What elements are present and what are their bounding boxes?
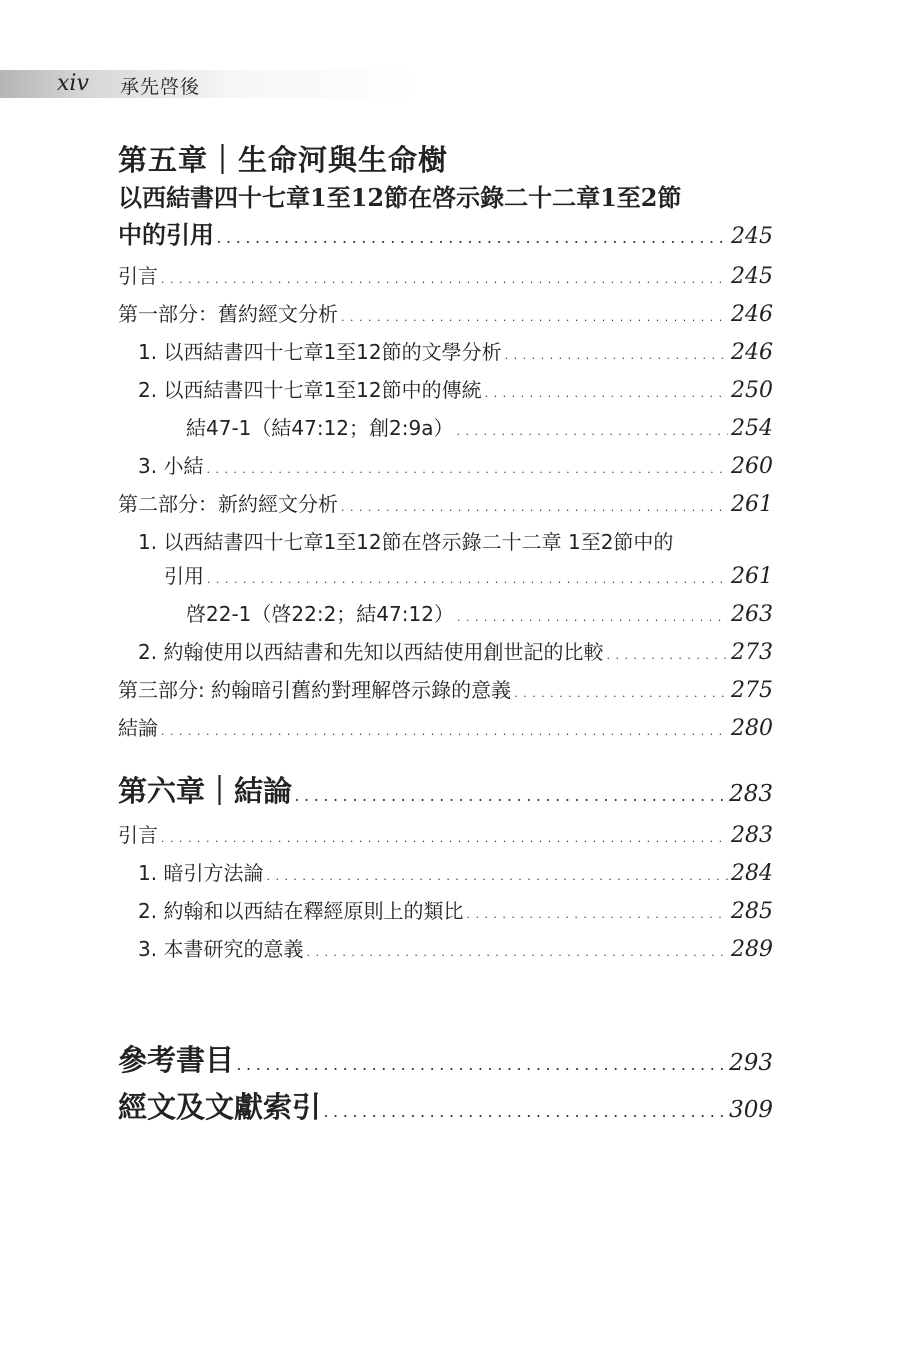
toc-entry[interactable]: [118, 411, 773, 449]
toc-entry[interactable]: [118, 373, 773, 411]
leader-dots: [466, 894, 728, 932]
toc-entry-page: 245: [731, 264, 773, 289]
leader-dots: [237, 1040, 726, 1087]
leader-dots: [514, 673, 728, 711]
toc-entry[interactable]: [118, 259, 773, 297]
toc-backmatter-bibliography[interactable]: [118, 1040, 773, 1087]
toc-entry-label: 結論: [118, 716, 158, 740]
leader-dots: [306, 932, 728, 970]
toc-chapter-6[interactable]: [118, 771, 773, 818]
page-number: xiv: [57, 71, 89, 96]
toc-entry-page: 261: [731, 564, 773, 589]
toc-entry-page: 263: [731, 602, 773, 627]
toc-entry-label: 2. 約翰使用以西結書和先知以西結使用創世記的比較: [138, 640, 604, 664]
toc-entry-label: 引用: [164, 564, 204, 588]
toc-entry[interactable]: [118, 559, 773, 597]
leader-dots: [207, 559, 728, 597]
leader-dots: [341, 487, 728, 525]
toc-entry-page: 280: [731, 716, 773, 741]
toc-entry-label: 引言: [118, 823, 158, 847]
toc-entry-page: 245: [731, 224, 773, 249]
toc-entry[interactable]: [118, 297, 773, 335]
leader-dots: [456, 411, 728, 449]
toc-entry-page: 246: [731, 340, 773, 365]
toc-entry-page: 293: [729, 1050, 773, 1076]
toc-entry[interactable]: [118, 449, 773, 487]
leader-dots: [161, 711, 728, 749]
toc-entry-label: 引言: [118, 264, 158, 288]
toc-entry-page: 250: [731, 378, 773, 403]
toc-entry[interactable]: [118, 818, 773, 856]
chapter-5-subtitle: 以西結書四十七章1至12節在啓示錄二十二章1至2節: [118, 183, 682, 212]
toc-entry[interactable]: [118, 894, 773, 932]
toc-entry-page: 283: [731, 823, 773, 848]
toc-entry-label: 2. 約翰和以西結在釋經原則上的類比: [138, 899, 464, 923]
toc-entry-page: 309: [729, 1097, 773, 1123]
toc-entry-label: 參考書目: [118, 1043, 235, 1077]
toc-entry-label: 2. 以西結書四十七章1至12節中的傳統: [138, 378, 482, 402]
chapter-6-title: 第六章｜結論: [118, 774, 293, 808]
toc-entry-page: 289: [731, 937, 773, 962]
leader-dots: [457, 597, 728, 635]
toc-entry-page: 283: [729, 781, 773, 807]
toc-entry-label: 1. 以西結書四十七章1至12節的文學分析: [138, 340, 502, 364]
leader-dots: [485, 373, 728, 411]
toc-entry-label: 第二部分：新約經文分析: [118, 492, 338, 516]
running-title: 承先啓後: [120, 76, 201, 98]
toc-entry-page: 254: [731, 416, 773, 441]
toc-entry-page: 285: [731, 899, 773, 924]
toc-entry[interactable]: [118, 597, 773, 635]
leader-dots: [324, 1087, 726, 1134]
toc-entry-page: 261: [731, 492, 773, 517]
chapter-5-title: 第五章｜生命河與生命樹: [118, 143, 449, 177]
toc-entry-wrapped-label[interactable]: 1. 以西結書四十七章1至12節在啓示錄二十二章 1至2節中的: [138, 530, 674, 554]
toc-entry[interactable]: [118, 932, 773, 970]
toc-entry-page: 260: [731, 454, 773, 479]
toc-entry-label: 結47-1（結47:12；創2:9a）: [186, 416, 454, 440]
toc-entry[interactable]: [118, 335, 773, 373]
leader-dots: [505, 335, 728, 373]
leader-dots: [217, 216, 728, 259]
toc-entry-label: 第一部分：舊約經文分析: [118, 302, 338, 326]
toc-entry[interactable]: [118, 635, 773, 673]
toc-entry[interactable]: [118, 711, 773, 749]
toc-entry-label: 第三部分: 約翰暗引舊約對理解啓示錄的意義: [118, 678, 512, 702]
toc-backmatter-index[interactable]: [118, 1087, 773, 1134]
toc-entry-label: 經文及文獻索引: [118, 1090, 322, 1124]
toc-entry-label: 3. 小結: [138, 454, 204, 478]
leader-dots: [295, 771, 726, 818]
leader-dots: [341, 297, 728, 335]
toc-entry[interactable]: [118, 673, 773, 711]
leader-dots: [161, 818, 728, 856]
toc-entry-label: 中的引用: [118, 220, 214, 249]
toc-entry-label: 3. 本書研究的意義: [138, 937, 304, 961]
leader-dots: [266, 856, 728, 894]
leader-dots: [206, 449, 728, 487]
toc-entry[interactable]: [118, 216, 773, 259]
toc-entry-page: 284: [731, 861, 773, 886]
toc-entry-label: 啓22-1（啓22:2；結47:12）: [186, 602, 454, 626]
table-of-contents: [118, 140, 773, 1134]
toc-entry-label: 1. 暗引方法論: [138, 861, 264, 885]
toc-entry-page: 273: [731, 640, 773, 665]
leader-dots: [606, 635, 728, 673]
toc-entry[interactable]: [118, 487, 773, 525]
toc-entry-page: 246: [731, 302, 773, 327]
leader-dots: [161, 259, 728, 297]
toc-entry[interactable]: [118, 856, 773, 894]
toc-entry-page: 275: [731, 678, 773, 703]
